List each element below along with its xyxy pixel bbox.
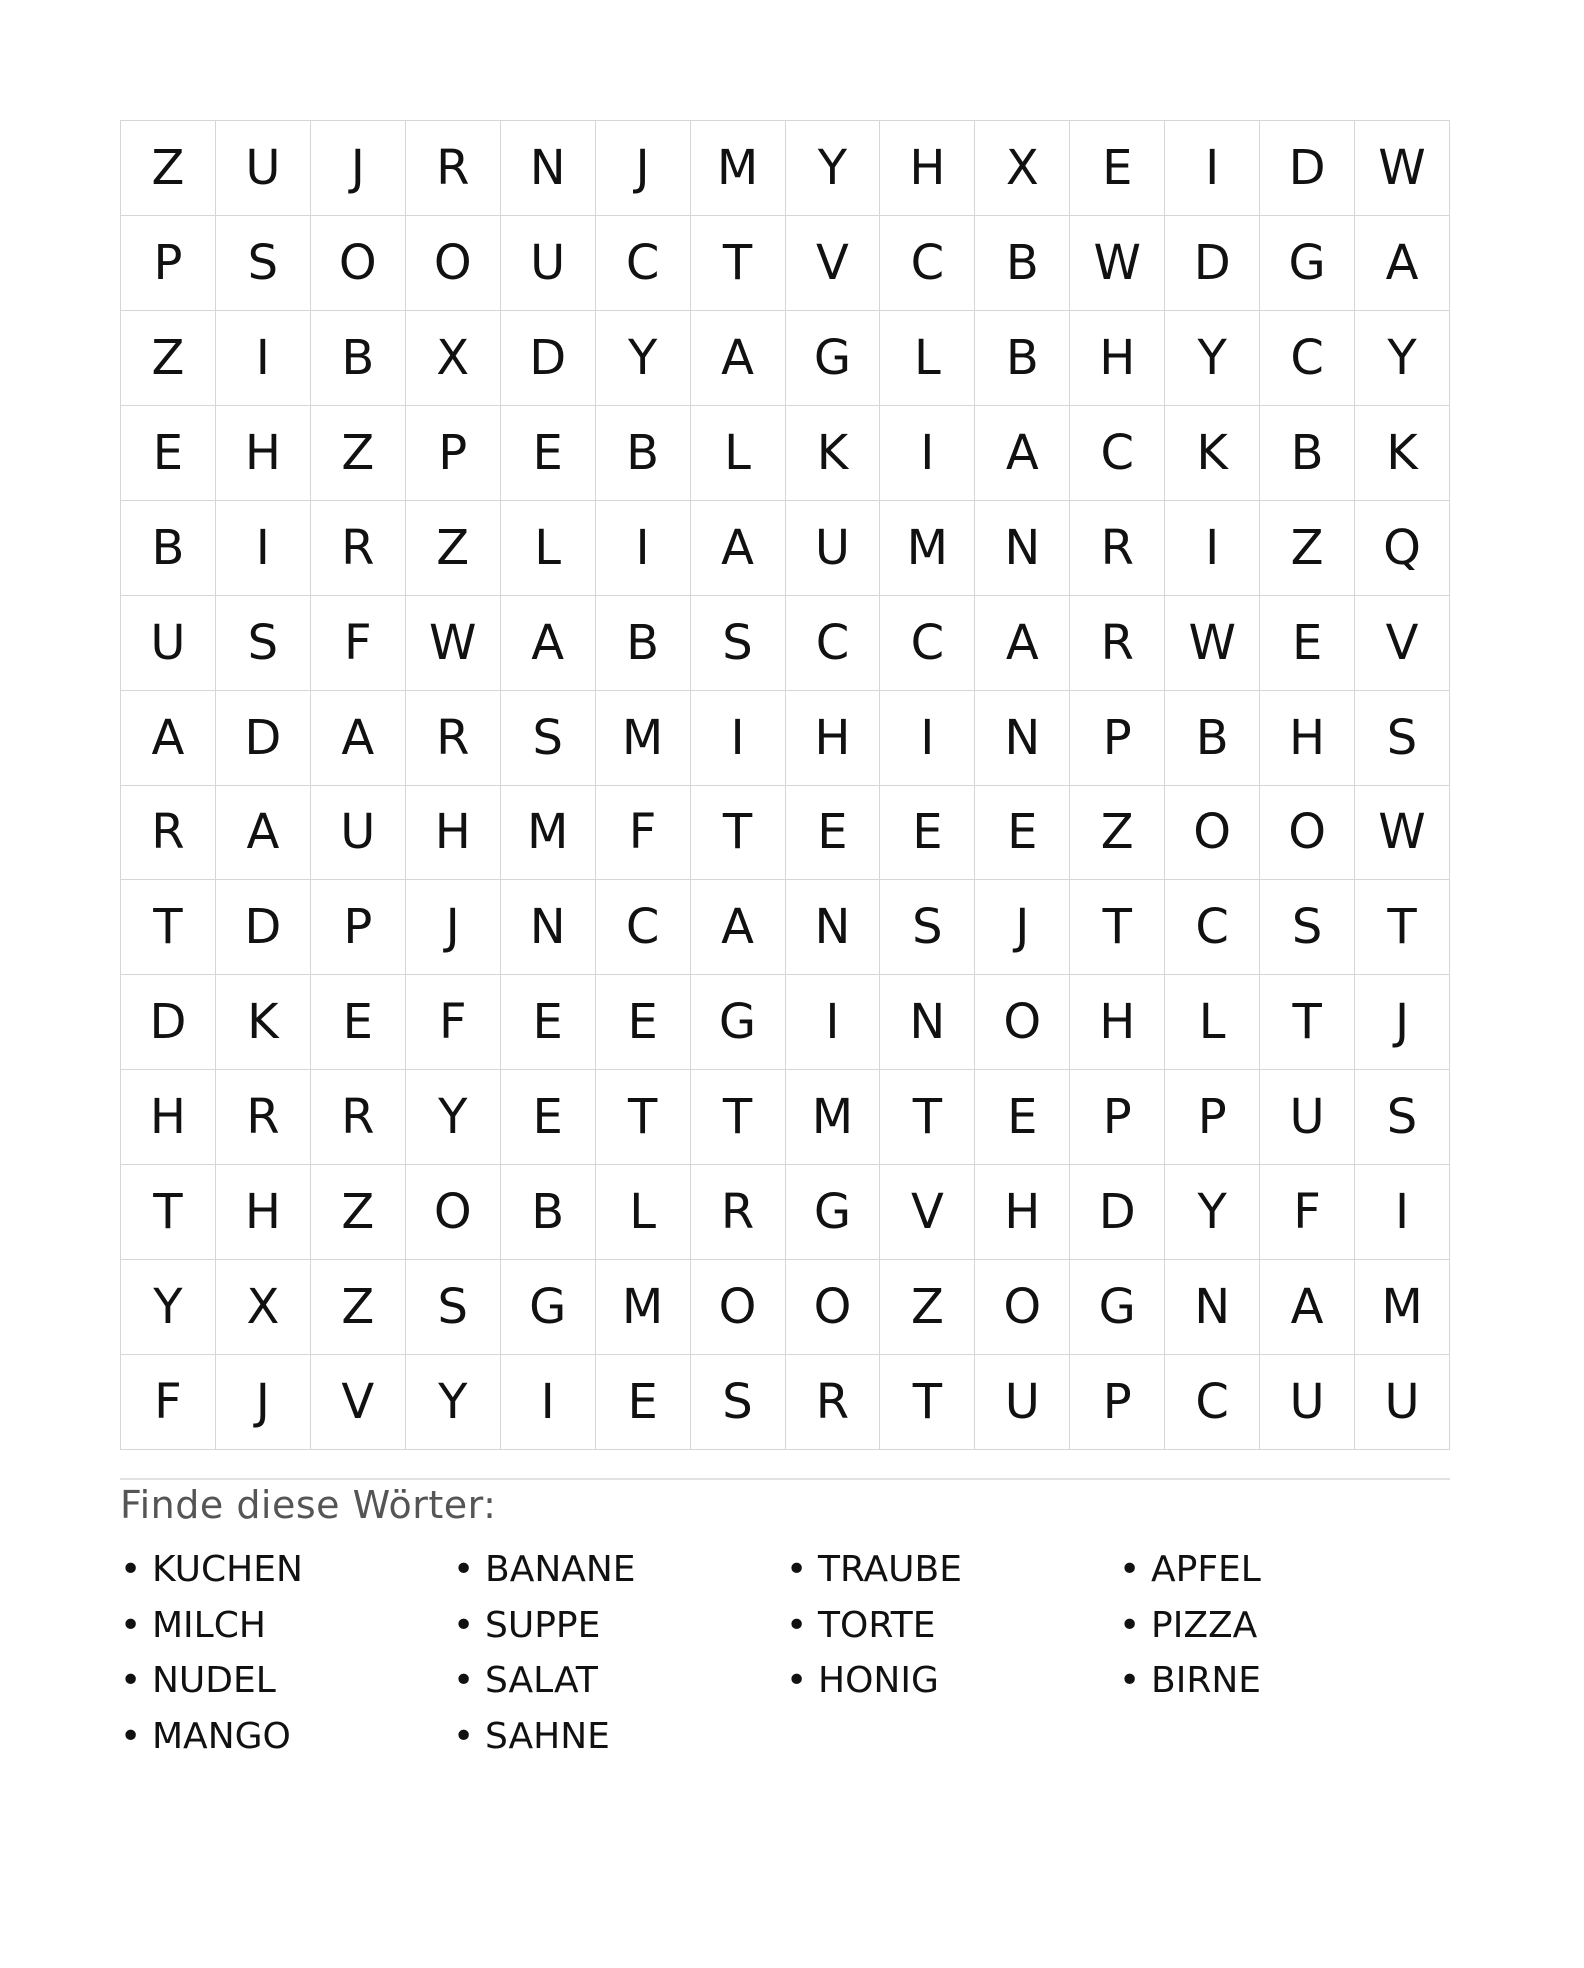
grid-cell[interactable]: M [501, 786, 596, 881]
grid-cell[interactable]: B [975, 216, 1070, 311]
grid-cell[interactable]: E [975, 786, 1070, 881]
grid-cell[interactable]: H [786, 691, 881, 786]
grid-cell[interactable]: U [216, 121, 311, 216]
grid-cell[interactable]: C [596, 880, 691, 975]
word-label: NUDEL [152, 1660, 276, 1702]
grid-cell[interactable]: K [1355, 406, 1450, 501]
grid-cell[interactable]: O [406, 1165, 501, 1260]
grid-cell[interactable]: B [311, 311, 406, 406]
grid-cell[interactable]: X [975, 121, 1070, 216]
grid-cell[interactable]: E [880, 786, 975, 881]
grid-cell[interactable]: O [975, 1260, 1070, 1355]
grid-cell[interactable]: M [596, 691, 691, 786]
grid-cell[interactable]: Y [406, 1355, 501, 1450]
grid-cell[interactable]: I [596, 501, 691, 596]
grid-cell[interactable]: C [880, 216, 975, 311]
grid-cell[interactable]: E [786, 786, 881, 881]
grid-cell[interactable]: Q [1355, 501, 1450, 596]
grid-cell[interactable]: C [1260, 311, 1355, 406]
grid-cell[interactable]: J [975, 880, 1070, 975]
grid-cell[interactable]: J [216, 1355, 311, 1450]
grid-cell[interactable]: D [1070, 1165, 1165, 1260]
grid-cell[interactable]: Z [311, 1165, 406, 1260]
grid-cell[interactable]: R [406, 691, 501, 786]
bullet-icon: • [1119, 1660, 1141, 1702]
grid-cell[interactable]: Y [406, 1070, 501, 1165]
grid-cell[interactable]: O [406, 216, 501, 311]
grid-cell[interactable]: W [1070, 216, 1165, 311]
grid-cell[interactable]: B [596, 596, 691, 691]
grid-cell[interactable]: A [121, 691, 216, 786]
word-list-item [1119, 1598, 1452, 1654]
grid-cell[interactable]: N [975, 691, 1070, 786]
word-label: MANGO [152, 1715, 291, 1757]
word-label: PIZZA [1151, 1604, 1258, 1646]
bullet-icon: • [786, 1549, 808, 1591]
grid-cell[interactable]: E [596, 975, 691, 1070]
grid-cell[interactable]: C [786, 596, 881, 691]
grid-cell[interactable]: B [596, 406, 691, 501]
grid-cell[interactable]: Y [1355, 311, 1450, 406]
grid-cell[interactable]: G [786, 1165, 881, 1260]
grid-cell[interactable]: H [406, 786, 501, 881]
word-label: KUCHEN [152, 1549, 303, 1591]
grid-cell[interactable]: D [216, 691, 311, 786]
bullet-icon: • [120, 1660, 142, 1702]
grid-cell[interactable]: D [121, 975, 216, 1070]
bullet-icon: • [120, 1715, 142, 1757]
grid-cell[interactable]: R [121, 786, 216, 881]
grid-cell[interactable]: H [975, 1165, 1070, 1260]
word-list-item [786, 1542, 1119, 1598]
grid-cell[interactable]: R [1070, 596, 1165, 691]
grid-cell[interactable]: R [311, 1070, 406, 1165]
grid-cell[interactable]: Z [880, 1260, 975, 1355]
grid-cell[interactable]: T [1070, 880, 1165, 975]
bullet-icon: • [1119, 1604, 1141, 1646]
word-list-item [453, 1653, 786, 1709]
grid-cell[interactable]: G [1070, 1260, 1165, 1355]
grid-cell[interactable]: R [1070, 501, 1165, 596]
grid-cell[interactable]: S [216, 596, 311, 691]
letter-grid [120, 120, 1450, 1450]
grid-cell[interactable]: O [975, 975, 1070, 1070]
grid-cell[interactable]: C [1070, 406, 1165, 501]
grid-cell[interactable]: B [975, 311, 1070, 406]
grid-cell[interactable]: T [691, 1070, 786, 1165]
word-label: BANANE [485, 1549, 636, 1591]
word-list-item [453, 1598, 786, 1654]
word-list-item [120, 1542, 453, 1598]
grid-cell[interactable]: D [216, 880, 311, 975]
grid-cell[interactable]: N [501, 880, 596, 975]
grid-cell[interactable]: T [596, 1070, 691, 1165]
word-list-item [120, 1709, 453, 1765]
grid-cell[interactable]: E [501, 406, 596, 501]
grid-cell[interactable]: E [975, 1070, 1070, 1165]
grid-cell[interactable]: U [311, 786, 406, 881]
divider [120, 1478, 1450, 1480]
grid-cell[interactable]: F [1260, 1165, 1355, 1260]
grid-cell[interactable]: P [1070, 1070, 1165, 1165]
word-label: HONIG [818, 1660, 939, 1702]
grid-cell[interactable]: R [406, 121, 501, 216]
grid-cell[interactable]: R [786, 1355, 881, 1450]
grid-cell[interactable]: Z [121, 121, 216, 216]
grid-cell[interactable]: M [786, 1070, 881, 1165]
grid-cell[interactable]: C [1165, 880, 1260, 975]
grid-cell[interactable]: D [501, 311, 596, 406]
grid-cell[interactable]: N [880, 975, 975, 1070]
grid-cell[interactable]: A [1260, 1260, 1355, 1355]
grid-cell[interactable]: S [1355, 691, 1450, 786]
grid-cell[interactable]: S [501, 691, 596, 786]
grid-cell[interactable]: A [216, 786, 311, 881]
grid-cell[interactable]: H [880, 121, 975, 216]
grid-cell[interactable]: K [786, 406, 881, 501]
grid-cell[interactable]: Z [406, 501, 501, 596]
grid-cell[interactable]: E [1070, 121, 1165, 216]
grid-cell[interactable]: I [216, 501, 311, 596]
grid-cell[interactable]: F [596, 786, 691, 881]
grid-cell[interactable]: G [786, 311, 881, 406]
grid-cell[interactable]: H [216, 1165, 311, 1260]
word-list-item [120, 1653, 453, 1709]
grid-cell[interactable]: V [786, 216, 881, 311]
grid-cell[interactable]: A [501, 596, 596, 691]
grid-cell[interactable]: A [691, 311, 786, 406]
grid-cell[interactable]: A [975, 596, 1070, 691]
grid-cell[interactable]: E [501, 975, 596, 1070]
grid-cell[interactable]: D [1260, 121, 1355, 216]
word-label: BIRNE [1151, 1660, 1262, 1702]
grid-cell[interactable]: I [691, 691, 786, 786]
grid-cell[interactable]: S [691, 1355, 786, 1450]
grid-cell[interactable]: O [786, 1260, 881, 1355]
word-list-item [1119, 1542, 1452, 1598]
grid-cell[interactable]: P [1070, 691, 1165, 786]
grid-cell[interactable]: J [1355, 975, 1450, 1070]
grid-cell[interactable]: H [1260, 691, 1355, 786]
grid-cell[interactable]: S [880, 880, 975, 975]
grid-cell[interactable]: P [1165, 1070, 1260, 1165]
grid-cell[interactable]: X [216, 1260, 311, 1355]
bullet-icon: • [120, 1549, 142, 1591]
grid-cell[interactable]: O [311, 216, 406, 311]
grid-cell[interactable]: B [501, 1165, 596, 1260]
grid-cell[interactable]: T [121, 1165, 216, 1260]
grid-cell[interactable]: S [216, 216, 311, 311]
grid-cell[interactable]: S [406, 1260, 501, 1355]
grid-cell[interactable]: I [216, 311, 311, 406]
word-label: SUPPE [485, 1604, 601, 1646]
grid-cell[interactable]: Y [596, 311, 691, 406]
grid-cell[interactable]: L [880, 311, 975, 406]
grid-cell[interactable]: V [1355, 596, 1450, 691]
grid-cell[interactable]: I [1165, 501, 1260, 596]
grid-cell[interactable]: Z [1260, 501, 1355, 596]
word-list-item [1119, 1653, 1452, 1709]
grid-cell[interactable]: E [1260, 596, 1355, 691]
grid-cell[interactable]: C [596, 216, 691, 311]
grid-cell[interactable]: O [691, 1260, 786, 1355]
grid-cell[interactable]: T [880, 1070, 975, 1165]
bullet-icon: • [453, 1715, 475, 1757]
grid-cell[interactable]: S [691, 596, 786, 691]
grid-cell[interactable]: Z [1070, 786, 1165, 881]
grid-cell[interactable]: B [1260, 406, 1355, 501]
grid-cell[interactable]: W [1165, 596, 1260, 691]
grid-cell[interactable]: F [406, 975, 501, 1070]
grid-cell[interactable]: L [1165, 975, 1260, 1070]
grid-cell[interactable]: P [1070, 1355, 1165, 1450]
grid-cell[interactable]: J [406, 880, 501, 975]
grid-cell[interactable]: H [1070, 975, 1165, 1070]
grid-cell[interactable]: W [1355, 121, 1450, 216]
grid-cell[interactable]: W [406, 596, 501, 691]
grid-cell[interactable]: T [1260, 975, 1355, 1070]
grid-cell[interactable]: N [501, 121, 596, 216]
grid-cell[interactable]: U [786, 501, 881, 596]
grid-cell[interactable]: Y [121, 1260, 216, 1355]
word-label: SAHNE [485, 1715, 610, 1757]
grid-cell[interactable]: T [880, 1355, 975, 1450]
grid-cell[interactable]: X [406, 311, 501, 406]
bullet-icon: • [1119, 1549, 1141, 1591]
grid-cell[interactable]: L [596, 1165, 691, 1260]
grid-cell[interactable]: J [311, 121, 406, 216]
word-list [120, 1542, 1450, 1764]
grid-cell[interactable]: Y [1165, 1165, 1260, 1260]
grid-cell[interactable]: F [121, 1355, 216, 1450]
grid-cell[interactable]: A [311, 691, 406, 786]
grid-cell[interactable]: O [1260, 786, 1355, 881]
grid-cell[interactable]: Z [311, 406, 406, 501]
grid-cell[interactable]: S [1355, 1070, 1450, 1165]
word-label: TORTE [818, 1604, 936, 1646]
grid-cell[interactable]: G [691, 975, 786, 1070]
grid-cell[interactable]: I [786, 975, 881, 1070]
grid-cell[interactable]: U [121, 596, 216, 691]
word-list-item [120, 1598, 453, 1654]
grid-cell[interactable]: K [1165, 406, 1260, 501]
grid-cell[interactable]: R [311, 501, 406, 596]
grid-cell[interactable]: C [880, 596, 975, 691]
grid-cell[interactable]: Z [121, 311, 216, 406]
bullet-icon: • [786, 1660, 808, 1702]
word-label: APFEL [1151, 1549, 1261, 1591]
grid-cell[interactable]: P [406, 406, 501, 501]
grid-cell[interactable]: G [1260, 216, 1355, 311]
grid-cell[interactable]: B [121, 501, 216, 596]
grid-cell[interactable]: U [1260, 1070, 1355, 1165]
grid-cell[interactable]: T [691, 216, 786, 311]
grid-cell[interactable]: A [975, 406, 1070, 501]
bullet-icon: • [786, 1604, 808, 1646]
grid-cell[interactable]: Y [1165, 311, 1260, 406]
grid-cell[interactable]: D [1165, 216, 1260, 311]
grid-cell[interactable]: Z [311, 1260, 406, 1355]
grid-cell[interactable]: U [1260, 1355, 1355, 1450]
bullet-icon: • [453, 1604, 475, 1646]
grid-cell[interactable]: M [596, 1260, 691, 1355]
word-label: SALAT [485, 1660, 598, 1702]
grid-cell[interactable]: W [1355, 786, 1450, 881]
grid-cell[interactable]: E [311, 975, 406, 1070]
word-label: TRAUBE [818, 1549, 962, 1591]
grid-cell[interactable]: Y [786, 121, 881, 216]
grid-cell[interactable]: T [1355, 880, 1450, 975]
grid-cell[interactable]: R [216, 1070, 311, 1165]
grid-cell[interactable]: P [121, 216, 216, 311]
word-list-item [786, 1653, 1119, 1709]
grid-cell[interactable]: O [1165, 786, 1260, 881]
grid-cell[interactable]: B [1165, 691, 1260, 786]
bullet-icon: • [453, 1660, 475, 1702]
grid-cell[interactable]: I [880, 406, 975, 501]
grid-cell[interactable]: R [691, 1165, 786, 1260]
grid-cell[interactable]: T [121, 880, 216, 975]
grid-cell[interactable]: I [1165, 121, 1260, 216]
grid-cell[interactable]: E [596, 1355, 691, 1450]
grid-cell[interactable]: T [691, 786, 786, 881]
grid-cell[interactable]: G [501, 1260, 596, 1355]
grid-cell[interactable]: E [121, 406, 216, 501]
grid-cell[interactable]: I [1355, 1165, 1450, 1260]
grid-cell[interactable]: H [1070, 311, 1165, 406]
word-list-item [453, 1709, 786, 1765]
grid-cell[interactable]: U [1355, 1355, 1450, 1450]
grid-cell[interactable]: I [880, 691, 975, 786]
grid-cell[interactable]: M [880, 501, 975, 596]
grid-cell[interactable]: E [501, 1070, 596, 1165]
grid-cell[interactable]: H [216, 406, 311, 501]
grid-cell[interactable]: F [311, 596, 406, 691]
word-list-heading: Finde diese Wörter: [120, 1483, 497, 1527]
bullet-icon: • [120, 1604, 142, 1646]
word-list-item [453, 1542, 786, 1598]
bullet-icon: • [453, 1549, 475, 1591]
grid-cell[interactable]: L [691, 406, 786, 501]
grid-cell[interactable]: U [501, 216, 596, 311]
word-label: MILCH [152, 1604, 266, 1646]
grid-cell[interactable]: A [1355, 216, 1450, 311]
grid-cell[interactable]: L [501, 501, 596, 596]
grid-cell[interactable]: P [311, 880, 406, 975]
grid-cell[interactable]: U [975, 1355, 1070, 1450]
grid-cell[interactable]: A [691, 880, 786, 975]
grid-cell[interactable]: V [880, 1165, 975, 1260]
grid-cell[interactable]: C [1165, 1355, 1260, 1450]
grid-cell[interactable]: I [501, 1355, 596, 1450]
grid-cell[interactable]: N [975, 501, 1070, 596]
grid-cell[interactable]: V [311, 1355, 406, 1450]
grid-cell[interactable]: N [1165, 1260, 1260, 1355]
grid-cell[interactable]: M [1355, 1260, 1450, 1355]
grid-cell[interactable]: H [121, 1070, 216, 1165]
grid-cell[interactable]: S [1260, 880, 1355, 975]
grid-cell[interactable]: N [786, 880, 881, 975]
grid-cell[interactable]: M [691, 121, 786, 216]
grid-cell[interactable]: J [596, 121, 691, 216]
word-list-item [786, 1598, 1119, 1654]
grid-cell[interactable]: K [216, 975, 311, 1070]
grid-cell[interactable]: A [691, 501, 786, 596]
